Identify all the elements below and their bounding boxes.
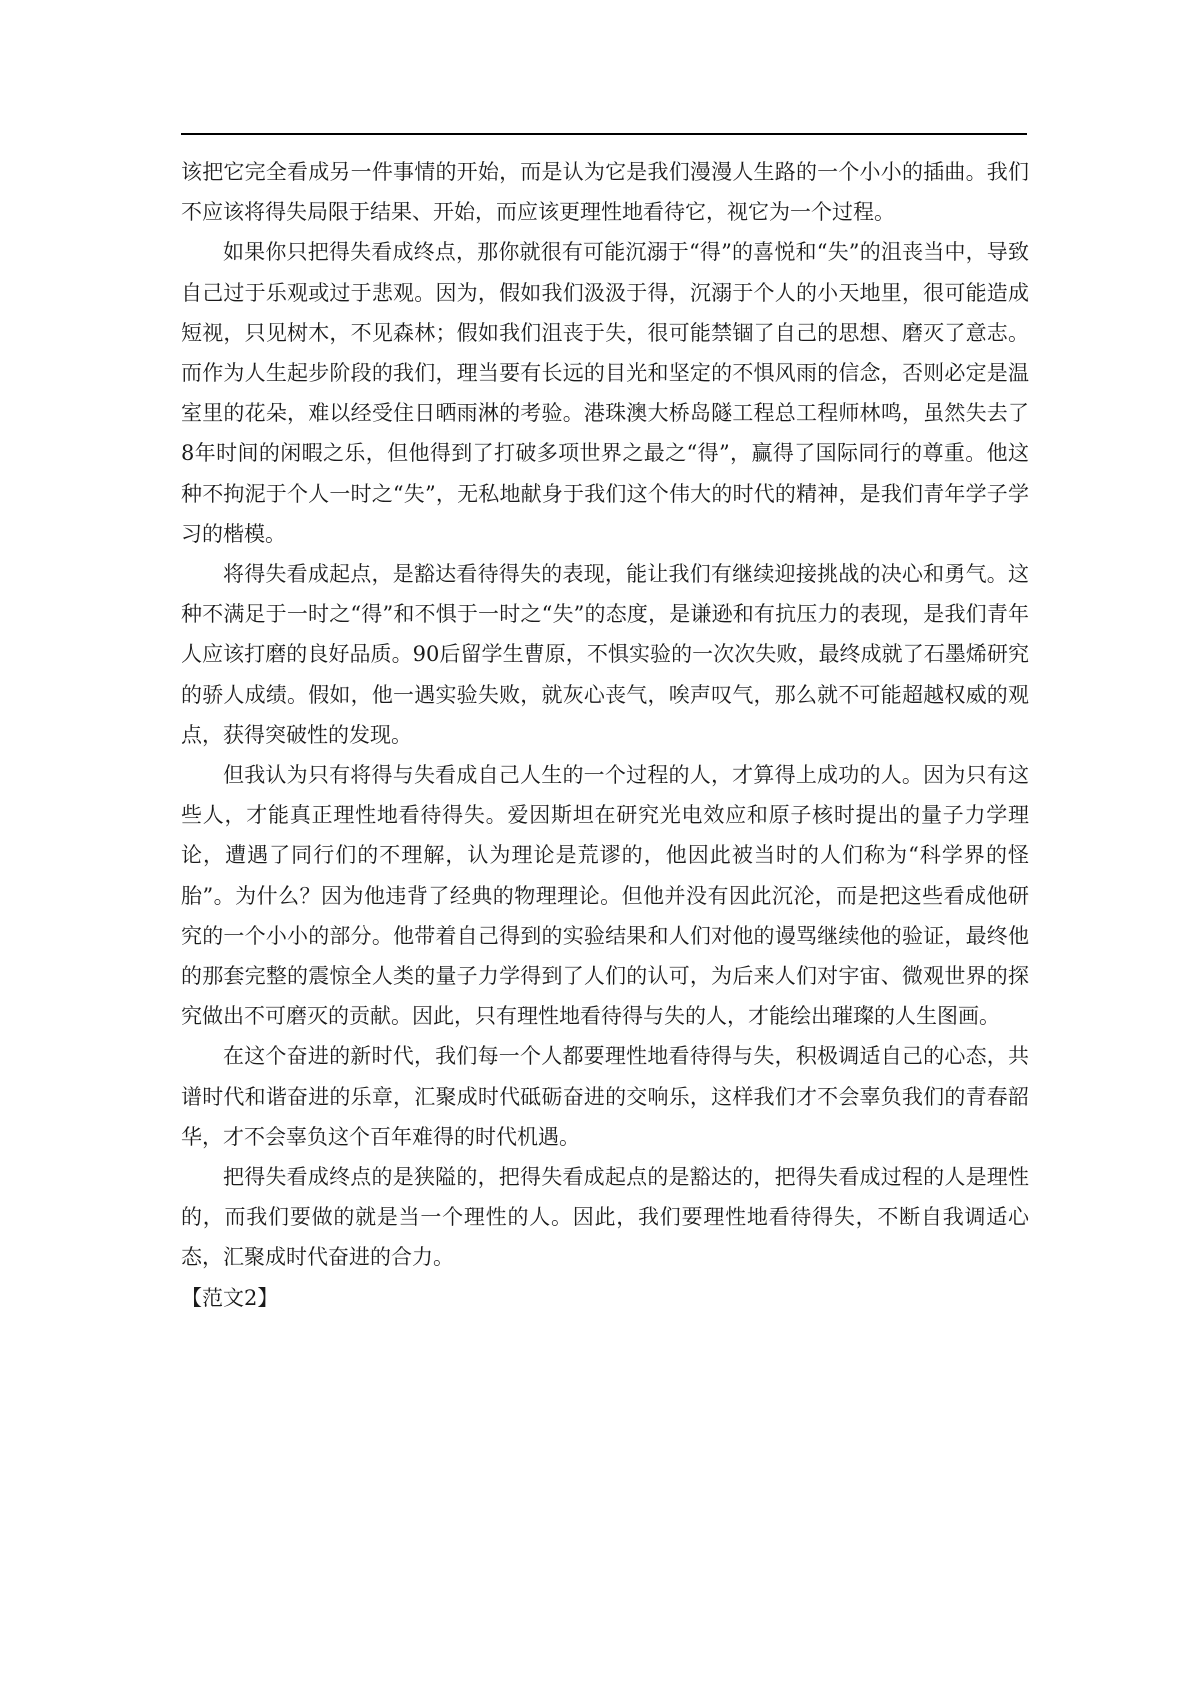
essay-body xyxy=(181,152,1029,1318)
paragraph-new-era: 在这个奋进的新时代，我们每一个人都要理性地看待得与失，积极调适自己的心态，共谱时代和谐奋进的乐章，汇聚成时代砥砺奋进的交响乐，这样我们才不会辜负我们的青春韶华，才不会辜负这个百年难得的时代机遇。 xyxy=(181,1044,1029,1149)
paragraph-startpoint: 将得失看成起点，是豁达看待得失的表现，能让我们有继续迎接挑战的决心和勇气。这种不满足于一时之“得”和不惧于一时之“失”的态度，是谦逊和有抗压力的表现，是我们青年人应该打磨的良好品质。90后留学生曹原，不惧实验的一次次失败，最终成就了石墨烯研究的骄人成绩。假如，他一遇实验失败，就灰心丧气，唉声叹气，那么就不可能超越权威的观点，获得突破性的发现。 xyxy=(181,562,1029,747)
paragraph-process: 但我认为只有将得与失看成自己人生的一个过程的人，才算得上成功的人。因为只有这些人，才能真正理性地看待得失。爱因斯坦在研究光电效应和原子核时提出的量子力学理论，遭遇了同行们的不理解，认为理论是荒谬的，他因此被当时的人们称为“科学界的怪胎”。为什么？因为他违背了经典的物理理论。但他并没有因此沉沦，而是把这些看成他研究的一个小小的部分。他带着自己得到的实验结果和人们对他的谩骂继续他的验证，最终他的那套完整的震惊全人类的量子力学得到了人们的认可，为后来人们对宇宙、微观世界的探究做出不可磨灭的贡献。因此，只有理性地看待得与失的人，才能绘出璀璨的人生图画。 xyxy=(181,763,1029,1029)
section-label: 【范文2】 xyxy=(181,1285,279,1310)
paragraph-endpoint: 如果你只把得失看成终点，那你就很有可能沉溺于“得”的喜悦和“失”的沮丧当中，导致自己过于乐观或过于悲观。因为，假如我们汲汲于得，沉溺于个人的小天地里，很可能造成短视，只见树木，不见森林；假如我们沮丧于失，很可能禁锢了自己的思想、磨灭了意志。而作为人生起步阶段的我们，理当要有长远的目光和坚定的不惧风雨的信念，否则必定是温室里的花朵，难以经受住日晒雨淋的考验。港珠澳大桥岛隧工程总工程师林鸣，虽然失去了8年时间的闲暇之乐，但他得到了打破多项世界之最之“得”，赢得了国际同行的尊重。他这种不拘泥于个人一时之“失”，无私地献身于我们这个伟大的时代的精神，是我们青年学子学习的楷模。 xyxy=(181,240,1029,546)
paragraph-conclusion: 把得失看成终点的是狭隘的，把得失看成起点的是豁达的，把得失看成过程的人是理性的，而我们要做的就是当一个理性的人。因此，我们要理性地看待得失，不断自我调适心态，汇聚成时代奋进的合力。 xyxy=(181,1165,1029,1270)
paragraph-continued: 该把它完全看成另一件事情的开始，而是认为它是我们漫漫人生路的一个小小的插曲。我们不应该将得失局限于结果、开始，而应该更理性地看待它，视它为一个过程。 xyxy=(181,160,1029,225)
header-rule xyxy=(181,133,1027,135)
